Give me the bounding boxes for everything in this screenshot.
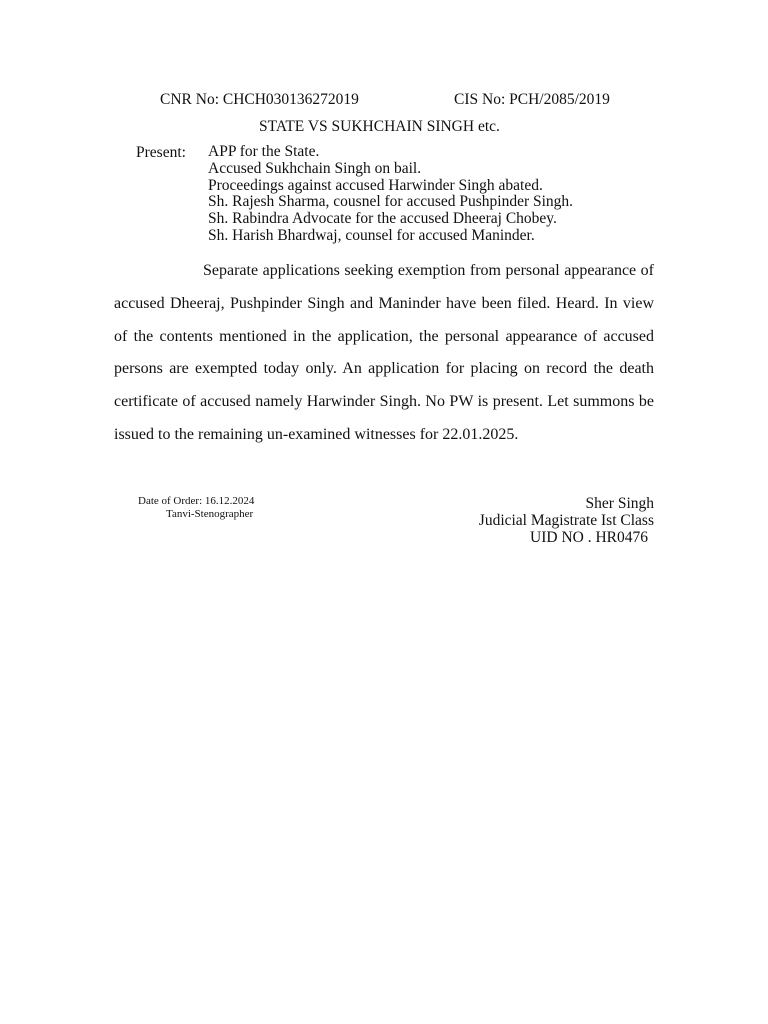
present-entry: APP for the State. — [208, 143, 320, 160]
present-entry: Proceedings against accused Harwinder Singh abated. — [208, 176, 543, 194]
order-paragraph: Separate applications seeking exemption from personal appearance of accused Dheeraj, Pushpinder Singh and Maninder have been filed. Heard. In view of the contents mentioned in the application, the personal appearance of accused persons are exempted today only. An application for placing on record the death certificate of accused namely Harwinder Singh. No PW is present. Let summons be issued to the remaining un-examined witnesses for 22.01.2025. — [114, 262, 654, 443]
present-label: Present: — [136, 144, 186, 161]
judge-designation: Judicial Magistrate Ist Class — [478, 512, 654, 529]
cis-number: CIS No: PCH/2085/2019 — [454, 91, 610, 108]
present-entry: Sh. Rajesh Sharma, cousnel for accused Pushpinder Singh. — [208, 193, 574, 211]
date-of-order: Date of Order: 16.12.2024 — [138, 495, 255, 507]
signature-block — [479, 495, 654, 546]
present-entry: Sh. Harish Bhardwaj, counsel for accused Maninder. — [208, 226, 535, 244]
case-title: STATE VS SUKHCHAIN SINGH etc. — [259, 118, 500, 135]
date-block — [138, 495, 254, 520]
present-entry: Sh. Rabindra Advocate for the accused Dheeraj Chobey. — [208, 210, 557, 228]
judge-uid: UID NO . HR0476 — [530, 529, 648, 546]
stenographer: Tanvi-Stenographer — [166, 507, 254, 520]
present-entry: Accused Sukhchain Singh on bail. — [208, 159, 422, 177]
judge-name: Sher Singh — [585, 495, 654, 512]
present-list — [208, 144, 573, 245]
cnr-number: CNR No: CHCH030136272019 — [160, 91, 359, 108]
